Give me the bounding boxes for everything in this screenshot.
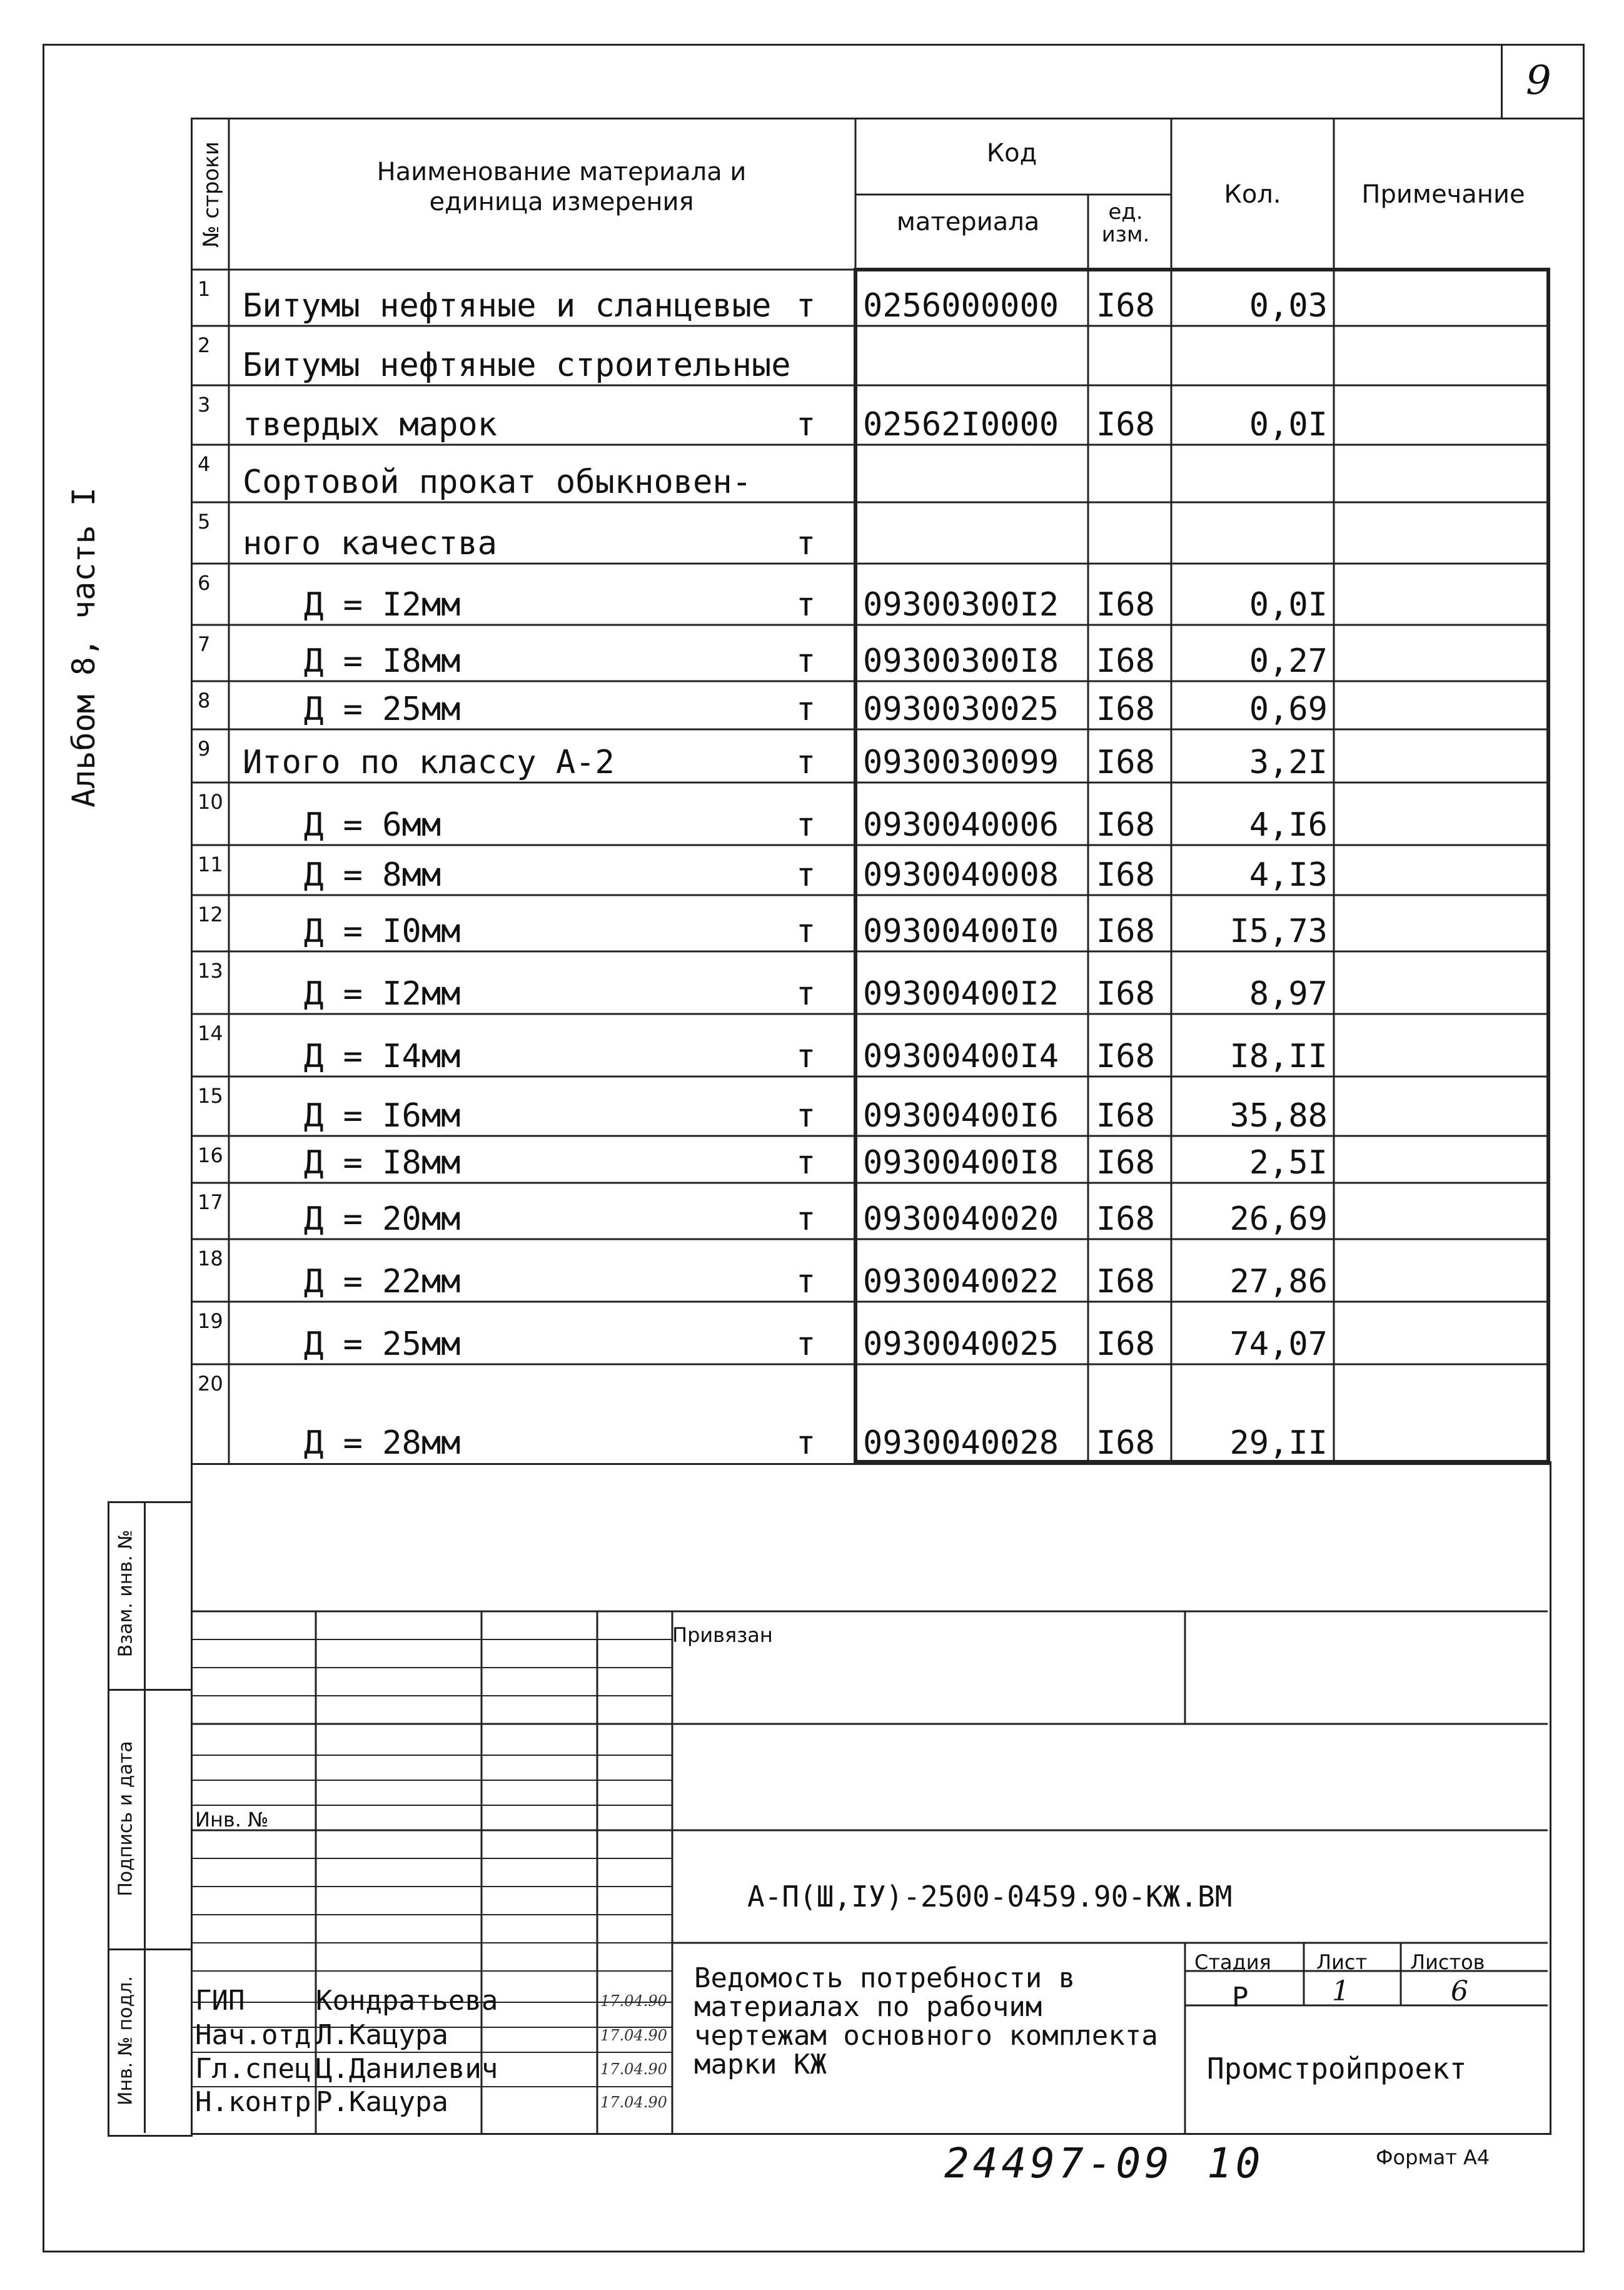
side-strip-divider-1 <box>108 1689 191 1691</box>
row-number: 1 <box>198 277 211 301</box>
row-unit-letter: т <box>796 744 816 781</box>
row-number: 5 <box>198 510 211 534</box>
row-unit-code: I68 <box>1096 975 1155 1013</box>
row-material-code: 09300400I8 <box>863 1144 1059 1182</box>
row-number: 17 <box>198 1190 223 1214</box>
row-qty: I5,73 <box>1229 913 1328 950</box>
row-number: 10 <box>198 790 223 814</box>
signer-name: Ц.Данилевич <box>316 2053 498 2085</box>
header-name: Наименование материала и единица измерения <box>376 158 747 216</box>
handwritten-page: 10 <box>1207 2139 1264 2187</box>
handwritten-number: 24497-09 <box>944 2139 1173 2187</box>
row-name: Д = I8мм <box>304 642 461 680</box>
signer-date: 17.04.90 <box>600 2027 667 2044</box>
signer-date: 17.04.90 <box>600 2060 667 2078</box>
row-name: Д = 6мм <box>304 806 441 844</box>
row-name: Д = 8мм <box>304 856 441 894</box>
row-unit-code: I68 <box>1096 642 1155 680</box>
side-label-sign-date: Подпись и дата <box>114 1741 137 1897</box>
row-unit-letter: т <box>796 691 816 728</box>
row-qty: 3,2I <box>1249 744 1328 781</box>
row-material-code: 0930040006 <box>863 806 1059 844</box>
signer-name: Р.Кацура <box>316 2086 448 2118</box>
row-qty: 27,86 <box>1229 1263 1328 1300</box>
row-unit-code: I68 <box>1096 913 1155 950</box>
row-unit-letter: т <box>796 1263 816 1300</box>
row-qty: 4,I3 <box>1249 856 1328 894</box>
bound-label: Привязан <box>672 1623 773 1647</box>
signer-role: Нач.отд <box>195 2019 311 2051</box>
row-name: Д = 25мм <box>304 691 461 728</box>
row-qty: I8,II <box>1229 1038 1328 1075</box>
row-number: 3 <box>198 393 211 417</box>
inv-no-label: Инв. № <box>195 1808 269 1831</box>
sheet-value: 1 <box>1332 1975 1349 2007</box>
row-name: Битумы нефтяные строительные <box>243 347 791 384</box>
row-qty: 4,I6 <box>1249 806 1328 844</box>
doc-title: Ведомость потребности в материалах по рабочим чертежам основного комплекта марки КЖ <box>694 1962 1158 2080</box>
row-material-code: 0930040025 <box>863 1325 1059 1363</box>
row-unit-letter: т <box>796 856 816 894</box>
row-unit-letter: т <box>796 586 816 624</box>
sheets-value: 6 <box>1451 1975 1468 2007</box>
row-name: Д = I8мм <box>304 1144 461 1182</box>
row-material-code: 0930040008 <box>863 856 1059 894</box>
row-qty: 26,69 <box>1229 1200 1328 1238</box>
row-name: Итого по классу А-2 <box>243 744 615 781</box>
row-qty: 2,5I <box>1249 1144 1328 1182</box>
row-number: 16 <box>198 1143 223 1167</box>
row-number: 2 <box>198 333 211 357</box>
signer-role: ГИП <box>195 1985 245 2017</box>
row-unit-letter: т <box>796 406 816 443</box>
row-unit-letter: т <box>796 975 816 1013</box>
sheet-number: 9 <box>1526 58 1551 104</box>
row-material-code: 0930040020 <box>863 1200 1059 1238</box>
side-strip-divider-v <box>144 1501 146 2133</box>
row-qty: 0,0I <box>1249 586 1328 624</box>
row-name: Д = I2мм <box>304 586 461 624</box>
row-unit-letter: т <box>796 1325 816 1363</box>
header-material-code: материала <box>896 208 1040 236</box>
row-material-code: 02562I0000 <box>863 406 1059 443</box>
row-unit-letter: т <box>796 913 816 950</box>
row-number: 8 <box>198 689 211 712</box>
stage-label: Стадия <box>1194 1950 1271 1974</box>
side-label-inv-podl: Инв. № подл. <box>114 1976 137 2105</box>
row-name: Д = 25мм <box>304 1325 461 1363</box>
row-number: 9 <box>198 737 211 761</box>
row-material-code: 0930030099 <box>863 744 1059 781</box>
sheet-label: Лист <box>1316 1950 1368 1974</box>
row-name: Д = 20мм <box>304 1200 461 1238</box>
row-number: 19 <box>198 1309 223 1333</box>
row-number: 12 <box>198 903 223 926</box>
header-row-no <box>193 119 229 270</box>
row-name: ного качества <box>243 525 497 562</box>
row-number: 14 <box>198 1021 223 1045</box>
row-number: 13 <box>198 959 223 983</box>
row-material-code: 0256000000 <box>863 287 1059 325</box>
signer-name: Кондратьева <box>316 1985 498 2017</box>
data-area-thick-border <box>854 268 1550 1464</box>
row-unit-code: I68 <box>1096 1325 1155 1363</box>
side-label-inv-zam: Взам. инв. № <box>114 1529 137 1658</box>
signer-date: 17.04.90 <box>600 2094 667 2111</box>
row-unit-letter: т <box>796 525 816 562</box>
row-qty: 74,07 <box>1229 1325 1328 1363</box>
row-material-code: 0930040022 <box>863 1263 1059 1300</box>
row-material-code: 0930030025 <box>863 691 1059 728</box>
row-name: Битумы нефтяные и сланцевые <box>243 287 772 325</box>
format-label: Формат А4 <box>1376 2146 1490 2169</box>
row-name: твердых марок <box>243 406 497 443</box>
row-unit-code: I68 <box>1096 586 1155 624</box>
row-unit-code: I68 <box>1096 1424 1155 1462</box>
row-material-code: 0930040028 <box>863 1424 1059 1462</box>
row-unit-code: I68 <box>1096 1200 1155 1238</box>
row-unit-letter: т <box>796 287 816 325</box>
row-number: 7 <box>198 632 211 656</box>
row-unit-letter: т <box>796 1144 816 1182</box>
row-unit-letter: т <box>796 1097 816 1135</box>
header-unit-code: ед. изм. <box>1101 200 1150 247</box>
row-name: Д = I4мм <box>304 1038 461 1075</box>
row-number: 20 <box>198 1372 223 1396</box>
row-unit-code: I68 <box>1096 691 1155 728</box>
row-material-code: 09300300I8 <box>863 642 1059 680</box>
signer-role: Н.контр <box>195 2086 311 2118</box>
row-unit-code: I68 <box>1096 1144 1155 1182</box>
row-unit-letter: т <box>796 1424 816 1462</box>
row-qty: 0,27 <box>1249 642 1328 680</box>
stage-value: Р <box>1232 1982 1249 2014</box>
header-note: Примечание <box>1361 180 1525 209</box>
row-unit-code: I68 <box>1096 1097 1155 1135</box>
row-unit-letter: т <box>796 642 816 680</box>
header-code: Код <box>986 139 1037 168</box>
row-material-code: 09300400I2 <box>863 975 1059 1013</box>
row-name: Д = I2мм <box>304 975 461 1013</box>
row-name: Д = I6мм <box>304 1097 461 1135</box>
row-qty: 0,03 <box>1249 287 1328 325</box>
row-unit-letter: т <box>796 806 816 844</box>
row-material-code: 09300400I4 <box>863 1038 1059 1075</box>
row-number: 11 <box>198 853 223 876</box>
row-qty: 35,88 <box>1229 1097 1328 1135</box>
row-name: Сортовой прокат обыкновен- <box>243 464 752 501</box>
row-unit-code: I68 <box>1096 406 1155 443</box>
row-unit-code: I68 <box>1096 1038 1155 1075</box>
row-unit-code: I68 <box>1096 287 1155 325</box>
row-number: 4 <box>198 452 211 476</box>
row-unit-letter: т <box>796 1200 816 1238</box>
side-strip-divider-2 <box>108 1948 191 1950</box>
row-number: 18 <box>198 1247 223 1270</box>
row-qty: 0,0I <box>1249 406 1328 443</box>
organization: Промстройпроект <box>1207 2052 1467 2085</box>
row-material-code: 09300400I6 <box>863 1097 1059 1135</box>
row-name: Д = 22мм <box>304 1263 461 1300</box>
row-unit-code: I68 <box>1096 806 1155 844</box>
row-unit-code: I68 <box>1096 744 1155 781</box>
row-material-code: 09300300I2 <box>863 586 1059 624</box>
row-number: 6 <box>198 571 211 595</box>
row-qty: 8,97 <box>1249 975 1328 1013</box>
row-name: Д = 28мм <box>304 1424 461 1462</box>
row-material-code: 09300400I0 <box>863 913 1059 950</box>
row-unit-code: I68 <box>1096 856 1155 894</box>
signer-date: 17.04.90 <box>600 1992 667 2010</box>
album-title: Альбом 8, часть I <box>66 487 102 808</box>
header-qty: Кол. <box>1224 180 1281 209</box>
row-number: 15 <box>198 1084 223 1108</box>
row-name: Д = I0мм <box>304 913 461 950</box>
row-qty: 29,II <box>1229 1424 1328 1462</box>
doc-code: А-П(Ш,IУ)-2500-0459.90-КЖ.ВМ <box>747 1880 1233 1913</box>
signer-name: Л.Кацура <box>316 2019 448 2051</box>
sheets-label: Листов <box>1410 1950 1485 1974</box>
row-unit-letter: т <box>796 1038 816 1075</box>
signer-role: Гл.спец <box>195 2053 311 2085</box>
header-row-no-label: № строки <box>199 141 224 248</box>
row-unit-code: I68 <box>1096 1263 1155 1300</box>
row-qty: 0,69 <box>1249 691 1328 728</box>
